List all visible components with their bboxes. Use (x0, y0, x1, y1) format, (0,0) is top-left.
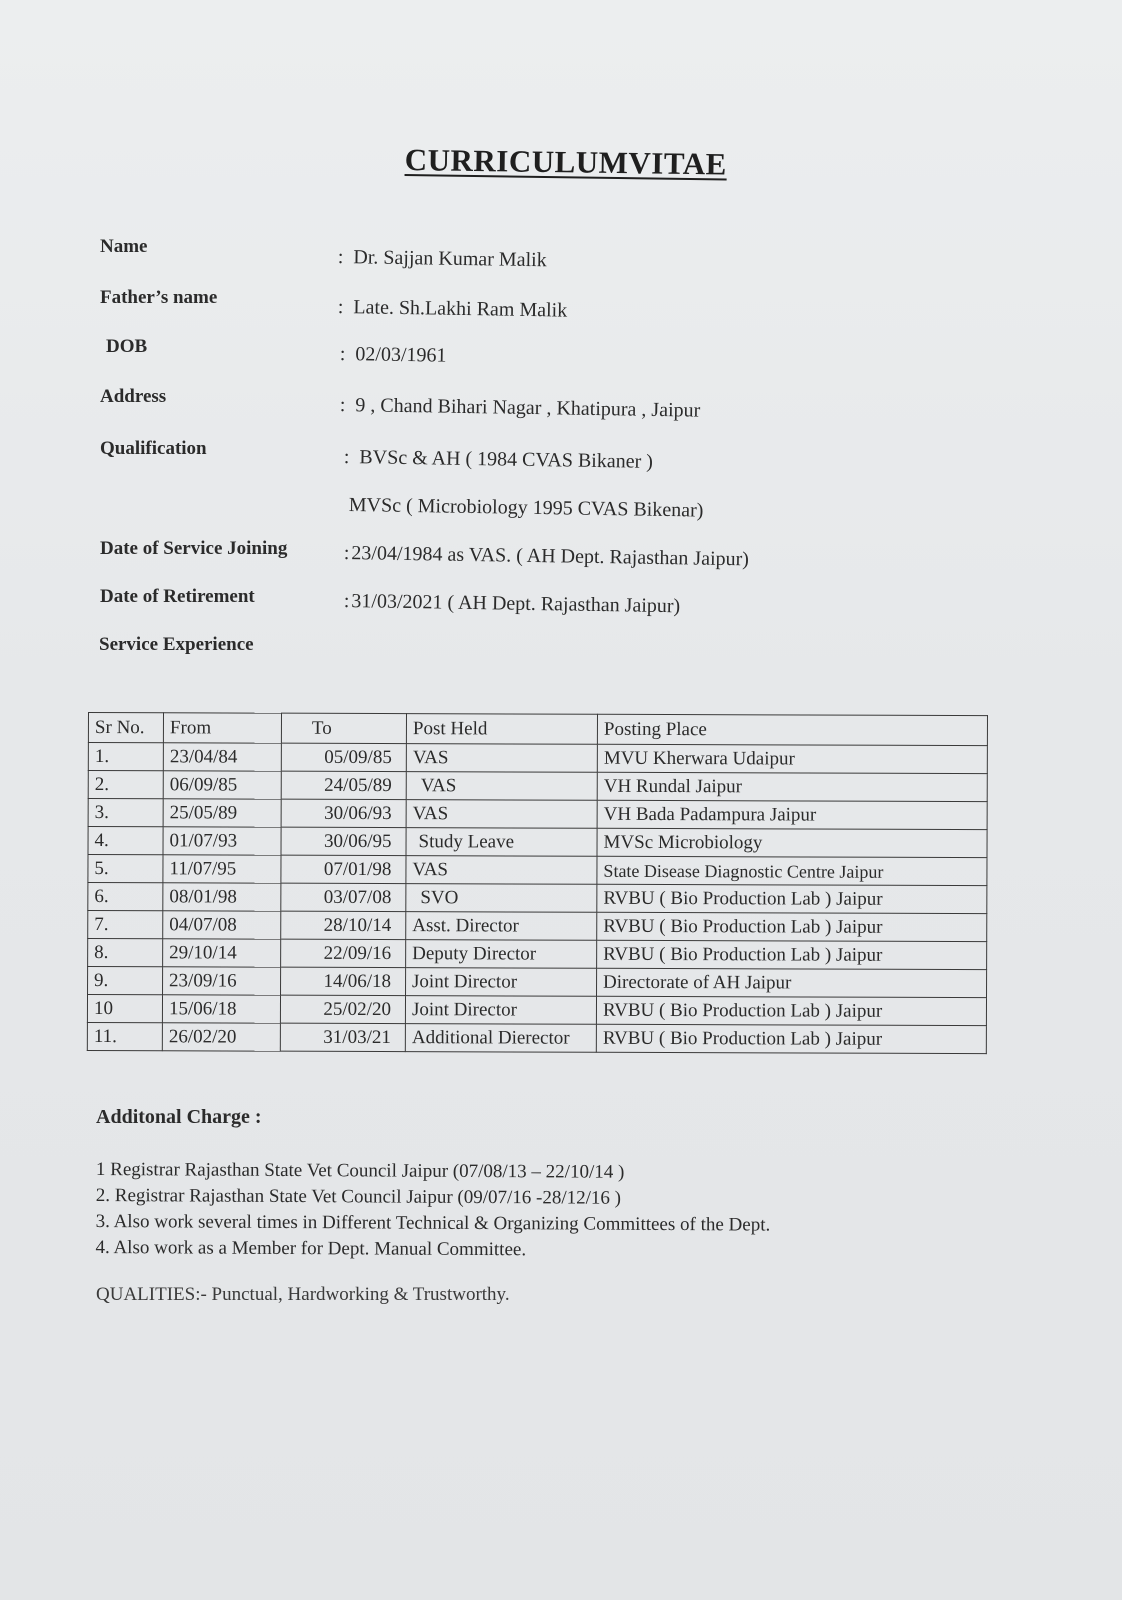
table-row (88, 939, 987, 970)
cell-posting-place: RVBU ( Bio Production Lab ) Jaipur (597, 884, 987, 913)
cell-post-held: VAS (406, 856, 597, 885)
header-to: To (281, 713, 406, 743)
cell-sr-no: 10 (87, 995, 162, 1023)
cell-sr-no: 2. (88, 771, 163, 799)
cell-to: 03/07/08 (281, 883, 406, 911)
cell-sr-no: 9. (88, 967, 163, 995)
name-label: Name (100, 236, 148, 257)
table-row (88, 967, 987, 998)
cell-to: 24/05/89 (281, 771, 406, 799)
list-item: 4. Also work as a Member for Dept. Manual Committee. (95, 1236, 527, 1261)
cell-posting-place: VH Rundal Jaipur (597, 772, 987, 801)
cell-from: 01/07/93 (163, 827, 281, 855)
cell-to: 28/10/14 (281, 911, 406, 939)
table-row (88, 911, 987, 942)
table-header-row (88, 713, 987, 746)
cell-from: 25/05/89 (163, 799, 281, 827)
cell-post-held: Joint Director (405, 996, 596, 1025)
cell-from: 11/07/95 (163, 855, 281, 883)
list-item: 2. Registrar Rajasthan State Vet Council Jaipur (09/07/16 -28/12/16 ) (95, 1184, 622, 1209)
header-post-held: Post Held (406, 714, 597, 745)
qualification-value: : BVSc & AH ( 1984 CVAS Bikaner ) (343, 446, 654, 473)
cell-to: 22/09/16 (281, 939, 406, 967)
cell-from: 23/09/16 (163, 967, 281, 995)
table-row (88, 883, 987, 914)
additional-charge-list (95, 1157, 770, 1265)
cell-posting-place: Directorate of AH Jaipur (597, 968, 987, 997)
cell-from: 26/02/20 (162, 1023, 280, 1051)
service-experience-table (87, 712, 988, 1054)
cell-sr-no: 1. (88, 743, 163, 771)
cell-post-held: VAS (406, 744, 597, 773)
qualification-value-2: MVSc ( Microbiology 1995 CVAS Bikenar) (348, 494, 704, 522)
service-experience-label: Service Experience (99, 634, 254, 655)
cell-post-held: Joint Director (406, 968, 597, 997)
cell-sr-no: 8. (88, 939, 163, 967)
fathers-name-value: : Late. Sh.Lakhi Ram Malik (337, 296, 568, 322)
cell-posting-place: VH Bada Padampura Jaipur (597, 800, 987, 829)
cell-from: 29/10/14 (163, 939, 281, 967)
cell-post-held: Deputy Director (406, 940, 597, 969)
document-title: CURRICULUMVITAE (404, 142, 728, 182)
table-row (88, 855, 987, 886)
cell-to: 07/01/98 (281, 855, 406, 883)
dob-label: DOB (106, 336, 148, 357)
additional-charge-heading: Additonal Charge : (96, 1106, 262, 1128)
cell-posting-place: RVBU ( Bio Production Lab ) Jaipur (597, 940, 987, 969)
cell-to: 05/09/85 (281, 743, 406, 771)
retirement-label: Date of Retirement (100, 586, 255, 607)
table-row (88, 827, 987, 858)
cell-posting-place: RVBU ( Bio Production Lab ) Jaipur (596, 1024, 986, 1053)
dob-value: : 02/03/1961 (339, 343, 447, 367)
qualities-line: QUALITIES:- Punctual, Hardworking & Trustworthy. (96, 1284, 510, 1305)
service-joining-value: :23/04/1984 as VAS. ( AH Dept. Rajasthan Jaipur) (343, 542, 750, 571)
header-sr-no: Sr No. (88, 713, 163, 743)
cell-sr-no: 11. (87, 1022, 162, 1050)
cell-posting-place: State Disease Diagnostic Centre Jaipur (597, 856, 987, 885)
cell-posting-place: MVU Kherwara Udaipur (597, 744, 987, 773)
cell-from: 06/09/85 (163, 771, 281, 799)
retirement-value: :31/03/2021 ( AH Dept. Rajasthan Jaipur) (343, 590, 681, 618)
cell-post-held: Study Leave (406, 828, 597, 857)
service-joining-label: Date of Service Joining (100, 538, 288, 559)
address-label: Address (100, 386, 167, 407)
cell-to: 14/06/18 (281, 967, 406, 995)
table-row (87, 1022, 986, 1053)
name-value: : Dr. Sajjan Kumar Malik (337, 246, 547, 272)
cell-post-held: Asst. Director (406, 912, 597, 941)
cell-posting-place: RVBU ( Bio Production Lab ) Jaipur (596, 996, 986, 1025)
cell-post-held: VAS (406, 772, 597, 801)
cell-from: 15/06/18 (162, 995, 280, 1023)
table-row (88, 799, 987, 830)
list-item: 1 Registrar Rajasthan State Vet Council Jaipur (07/08/13 – 22/10/14 ) (95, 1159, 625, 1183)
cell-from: 23/04/84 (163, 743, 281, 771)
table-row (88, 771, 987, 802)
cell-sr-no: 3. (88, 799, 163, 827)
cell-to: 31/03/21 (280, 1023, 405, 1051)
table-row (88, 743, 987, 774)
qualification-label: Qualification (100, 438, 207, 459)
cell-sr-no: 7. (88, 911, 163, 939)
header-posting-place: Posting Place (597, 714, 987, 745)
cell-from: 08/01/98 (163, 883, 281, 911)
cell-sr-no: 4. (88, 827, 163, 855)
cell-from: 04/07/08 (163, 911, 281, 939)
cell-post-held: VAS (406, 800, 597, 829)
list-item: 3. Also work several times in Different Technical & Organizing Committees of the Dept. (95, 1210, 771, 1236)
cell-to: 30/06/95 (281, 827, 406, 855)
fathers-name-label: Father’s name (100, 287, 218, 308)
address-value: : 9 , Chand Bihari Nagar , Khatipura , Jaipur (339, 394, 701, 422)
table-row (87, 995, 986, 1026)
cell-to: 30/06/93 (281, 799, 406, 827)
cell-posting-place: RVBU ( Bio Production Lab ) Jaipur (597, 912, 987, 941)
cell-post-held: SVO (406, 884, 597, 913)
cell-sr-no: 5. (88, 855, 163, 883)
header-from: From (163, 713, 281, 743)
cell-sr-no: 6. (88, 883, 163, 911)
cell-posting-place: MVSc Microbiology (597, 828, 987, 857)
cell-to: 25/02/20 (280, 995, 405, 1023)
cell-post-held: Additional Dierector (405, 1024, 596, 1053)
